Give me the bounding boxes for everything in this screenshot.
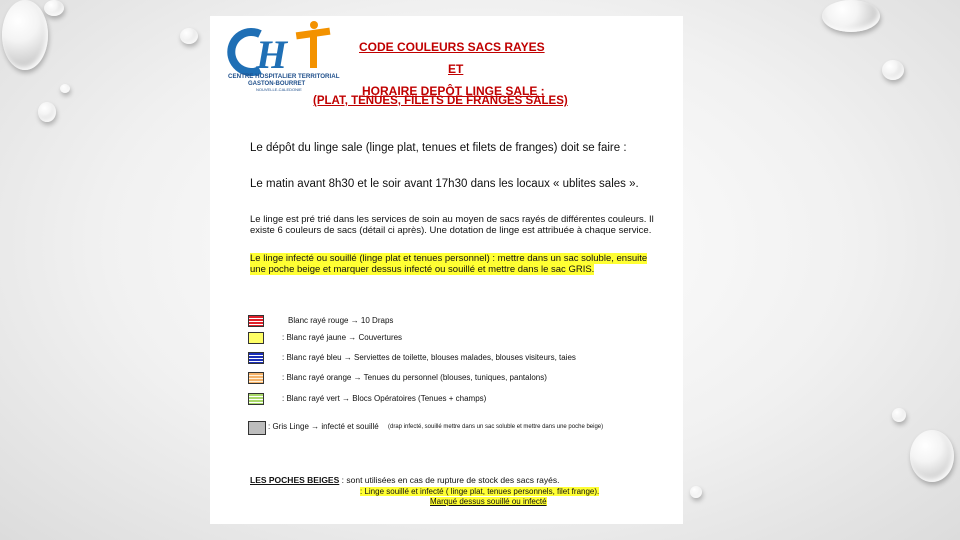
poches-title: LES POCHES BEIGES	[250, 475, 340, 485]
water-drop	[38, 102, 56, 122]
swatch-bleu	[248, 352, 264, 364]
legend-label: Blanc rayé rouge → 10 Draps	[288, 316, 394, 325]
infecte-highlight: Le linge infecté ou souillé (linge plat et tenues personnel) : mettre dans un sac soluble, ensuite une poche beige et marquer dessus infecté ou souillé et mettre dans le sac GRIS.	[250, 253, 648, 275]
water-drop	[44, 0, 64, 16]
poches-line3	[430, 496, 630, 507]
legend-label: : Blanc rayé orange → Tenues du personnel (blouses, tuniques, pantalons)	[282, 373, 547, 382]
swatch-orange	[248, 372, 264, 384]
doc-title: CODE COULEURS SACS RAYES	[359, 40, 545, 54]
legend-label: : Gris Linge → infecté et souillé	[268, 422, 379, 431]
doc-title-et: ET	[448, 62, 464, 76]
poches-line3-highlight: Marqué dessus souillé ou infecté	[430, 497, 547, 506]
document-page	[210, 16, 683, 524]
water-drop	[2, 0, 48, 70]
water-drop	[690, 486, 702, 498]
swatch-jaune	[248, 332, 264, 344]
water-drop	[882, 60, 904, 80]
swatch-gris	[248, 421, 266, 435]
water-drop	[60, 84, 70, 93]
poches-beiges	[250, 475, 670, 486]
svg-text:H: H	[256, 32, 288, 77]
logo-line2: GASTON-BOURRET	[248, 81, 306, 87]
swatch-rouge	[248, 315, 264, 327]
doc-subtitle-2: (PLAT, TENUES, FILETS DE FRANGES SALES)	[313, 95, 568, 107]
logo-line1: CENTRE HOSPITALIER TERRITORIAL	[228, 73, 340, 80]
legend-label: : Blanc rayé jaune → Couvertures	[282, 333, 403, 342]
gris-note: (drap infecté, souillé mettre dans un sac soluble et mettre dans une poche beige)	[388, 424, 604, 430]
water-drop	[822, 0, 880, 32]
legend-label: : Blanc rayé vert → Blocs Opératoires (Tenues + champs)	[282, 394, 487, 403]
poches-line2-highlight: : Linge souillé et infecté ( linge plat, tenues personnels, filet frange).	[360, 487, 600, 496]
paragraph-infecte	[250, 253, 665, 275]
water-drop	[892, 408, 906, 422]
logo-line3: NOUVELLE-CALEDONIE	[256, 87, 302, 92]
legend-label: : Blanc rayé bleu → Serviettes de toilette, blouses malades, blouses visiteurs, taies	[282, 353, 576, 362]
paragraph-depot: Le dépôt du linge sale (linge plat, tenues et filets de franges) doit se faire :	[250, 142, 627, 154]
water-drop	[910, 430, 954, 482]
paragraph-pretri: Le linge est pré trié dans les services de soin au moyen de sacs rayés de différentes couleurs. Il existe 6 couleurs de sacs (détail ci après). Une dotation de linge est attribuée à chaque service.	[250, 214, 654, 236]
hospital-logo	[226, 20, 346, 100]
poches-text: : sont utilisées en cas de rupture de stock des sacs rayés.	[341, 475, 560, 485]
paragraph-horaires: Le matin avant 8h30 et le soir avant 17h30 dans les locaux « ublites sales ».	[250, 178, 639, 190]
water-drop	[180, 28, 198, 44]
doc-subtitle: HORAIRE DEPÔT LINGE SALE :	[362, 84, 545, 98]
swatch-vert	[248, 393, 264, 405]
